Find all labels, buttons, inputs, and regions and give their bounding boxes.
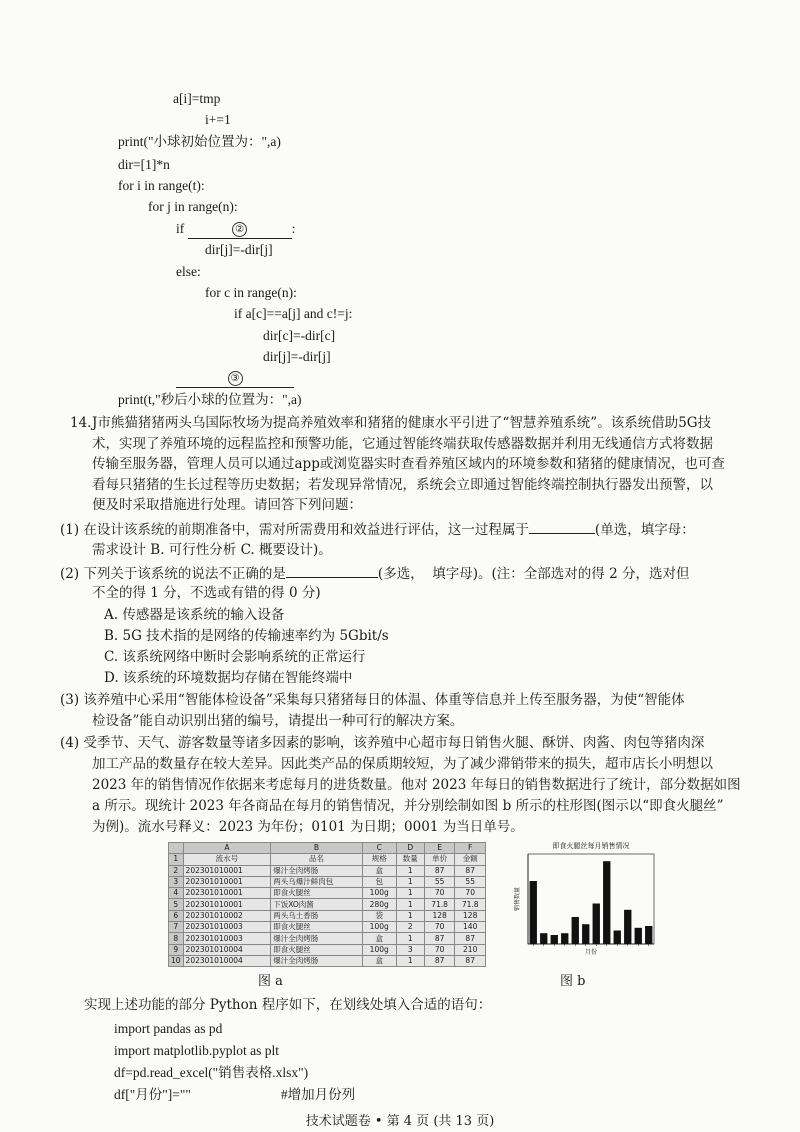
table-cell: 71.8 [424, 899, 455, 910]
bar [540, 933, 547, 944]
table-cell: 128 [424, 910, 455, 921]
table-cell: 140 [455, 922, 486, 933]
table-cell: 87 [455, 955, 486, 966]
bar [582, 924, 589, 944]
subq-4-line: 为例)。流水号释义：2023 为年份；0101 为日期；0001 为当日单号。 [92, 819, 524, 835]
table-cell: 袋 [362, 910, 396, 921]
table-cell: 即食火腿丝 [271, 944, 363, 955]
figure-b-caption: 图 b [560, 974, 586, 989]
table-cell: 202301010001 [183, 888, 271, 899]
table-cell: 100g [362, 944, 396, 955]
intro-line: 术，实现了养殖环境的远程监控和预警功能，它通过智能终端获取传感器数据并利用无线通信方式将数据 [92, 435, 713, 452]
table-row [169, 922, 486, 933]
table-cell: 55 [424, 876, 455, 887]
table-cell: 1 [396, 888, 424, 899]
code-line: a[i]=tmp [173, 91, 221, 106]
table-cell: 87 [424, 933, 455, 944]
table-cell: 280g [362, 899, 396, 910]
header-cell: 品名 [271, 854, 363, 865]
table-cell: 包 [362, 876, 396, 887]
subq-1-options: 需求设计 B. 可行性分析 C. 概要设计)。 [92, 542, 332, 558]
subq-4-line: (4) 受季节、天气、游客数量等诸多因素的影响，该养殖中心超市每日销售火腿、酥饼、肉酱、肉包等猪肉深 [60, 735, 705, 751]
question-intro [92, 413, 762, 516]
table-cell: 2 [396, 922, 424, 933]
table-cell: 盒 [362, 955, 396, 966]
code-line: print(t,"秒后小球的位置为：",a) [118, 392, 302, 407]
table-row [169, 910, 486, 921]
x-axis-label: 月份 [584, 949, 598, 956]
code-line-blank-3 [176, 368, 294, 388]
table-cell: 1 [396, 899, 424, 910]
code-line: for i in range(t): [118, 178, 205, 193]
figure-b-chart [514, 840, 660, 962]
bar [645, 926, 652, 944]
row-number: 1 [169, 854, 184, 865]
code-line: for j in range(n): [148, 199, 238, 214]
column-letter: F [455, 843, 486, 854]
row-number: 8 [169, 933, 184, 944]
table-cell: 55 [455, 876, 486, 887]
column-letter: E [424, 843, 455, 854]
column-letter: C [362, 843, 396, 854]
code-line: else: [176, 264, 201, 279]
header-cell: 单价 [424, 854, 455, 865]
table-cell: 即食火腿丝 [271, 888, 363, 899]
option-a: A. 传感器是该系统的输入设备 [104, 607, 285, 623]
table-cell: 100g [362, 922, 396, 933]
subq-2 [60, 563, 689, 584]
code-line: dir[c]=-dir[c] [263, 328, 336, 343]
table-cell: 1 [396, 933, 424, 944]
bar [624, 910, 631, 944]
table-cell: 70 [424, 922, 455, 933]
subq-3-line2: 检设备”能自动识别出猪的编号，请提出一种可行的解决方案。 [92, 713, 464, 729]
subq-3-line1: (3) 该养殖中心采用“智能体检设备”采集每只猪猪每日的体温、体重等信息并上传至服务器，为使“智能体 [60, 692, 685, 708]
code-keyword: if [176, 221, 185, 236]
chart-title: 即食火腿丝每月销售情况 [552, 842, 630, 850]
code-line: print("小球初始位置为：",a) [118, 134, 281, 149]
table-cell: 爆汁全肉烤肠 [271, 865, 363, 876]
page-footer: 技术试题卷 • 第 4 页 (共 13 页) [305, 1114, 495, 1129]
code-line: for c in range(n): [205, 285, 297, 300]
bar [572, 917, 579, 944]
column-letter-row [169, 843, 486, 854]
code-line: dir[j]=-dir[j] [263, 349, 331, 364]
answer-blank-subq1[interactable] [529, 519, 595, 534]
code-comment: #增加月份列 [280, 1087, 356, 1102]
table-header-row [169, 854, 486, 865]
header-cell: 流水号 [183, 854, 271, 865]
table-cell: 爆汁全肉烤肠 [271, 955, 363, 966]
table-cell: 202301010003 [183, 922, 271, 933]
code-statement: df["月份"]="" [114, 1087, 191, 1102]
table-cell: 202301010002 [183, 910, 271, 921]
header-cell: 规格 [362, 854, 396, 865]
subq-1-hint: (单选，填字母： [594, 522, 695, 538]
intro-line: 看每只猪猪的生长过程等历史数据；若发现异常情况，系统会立即通过智能终端控制执行器发出预警，以 [92, 476, 713, 493]
table-cell: 下饭XO肉酱 [271, 899, 363, 910]
column-letter: A [183, 843, 271, 854]
code-line: dir=[1]*n [118, 157, 170, 172]
code-line: if a[c]==a[j] and c!=j: [234, 306, 353, 321]
sales-table [168, 842, 486, 967]
table-cell: 两头乌爆汁鲜肉包 [271, 876, 363, 887]
table-cell: 盒 [362, 865, 396, 876]
code-line: import pandas as pd [114, 1021, 223, 1036]
table-cell: 100g [362, 888, 396, 899]
figure-a-caption: 图 a [258, 974, 283, 989]
bar [635, 928, 642, 944]
table-cell: 202301010004 [183, 955, 271, 966]
bar [593, 904, 600, 945]
table-cell: 1 [396, 955, 424, 966]
bar [603, 861, 610, 944]
subq-1-text: (1) 在设计该系统的前期准备中，需对所需费用和效益进行评估，这一过程属于 [60, 522, 529, 538]
table-row [169, 876, 486, 887]
answer-blank-subq2[interactable] [286, 563, 378, 578]
table-cell: 202301010001 [183, 876, 271, 887]
table-cell: 1 [396, 910, 424, 921]
code-line-if-blank [176, 219, 295, 239]
header-cell: 金额 [455, 854, 486, 865]
table-cell: 210 [455, 944, 486, 955]
table-row [169, 933, 486, 944]
table-cell: 202301010004 [183, 944, 271, 955]
row-number: 7 [169, 922, 184, 933]
intro-line: J市熊猫猪猪两头乌国际牧场为提高养殖效率和猪猪的健康水平引进了“智慧养殖系统”。该系统借助5G技 [92, 415, 712, 431]
bar [530, 881, 537, 944]
table-cell: 70 [424, 888, 455, 899]
table-row [169, 955, 486, 966]
table-row [169, 899, 486, 910]
table-cell: 87 [424, 955, 455, 966]
column-letter: B [271, 843, 363, 854]
row-number: 5 [169, 899, 184, 910]
code-line: import matplotlib.pyplot as plt [114, 1043, 279, 1058]
subq-4-line: 加工产品的数量存在较大差异。因此类产品的保质期较短，为了减少滞销带来的损失，超市店长小明想以 [92, 756, 713, 772]
table-cell: 盒 [362, 933, 396, 944]
intro-line: 便及时采取措施进行处理。请回答下列问题： [92, 497, 362, 513]
table-cell: 1 [396, 876, 424, 887]
bar [551, 935, 558, 944]
table-cell: 87 [424, 865, 455, 876]
figure-a-spreadsheet [168, 842, 486, 966]
table-cell: 即食火腿丝 [271, 922, 363, 933]
row-number: 6 [169, 910, 184, 921]
table-cell: 1 [396, 865, 424, 876]
bar-chart [514, 840, 660, 964]
table-cell: 70 [424, 944, 455, 955]
row-number: 10 [169, 955, 184, 966]
bar [561, 933, 568, 944]
table-cell: 70 [455, 888, 486, 899]
table-cell: 202301010003 [183, 933, 271, 944]
code-line: dir[j]=-dir[j] [205, 242, 273, 257]
table-row [169, 944, 486, 955]
subq-1 [60, 519, 695, 540]
y-axis-label: 销售数量 [514, 886, 521, 912]
bar [614, 931, 621, 945]
subq-2-hint: (多选， 填字母)。(注：全部选对的得 2 分，选对但 [377, 566, 690, 582]
code-line: i+=1 [205, 112, 231, 127]
option-b: B. 5G 技术指的是网络的传输速率约为 5Gbit/s [104, 628, 389, 644]
table-cell: 87 [455, 933, 486, 944]
code-intro: 实现上述功能的部分 Python 程序如下，在划线处填入合适的语句： [84, 997, 492, 1013]
table-cell: 87 [455, 865, 486, 876]
subq-4-line: a 所示。现统计 2023 年各商品在每月的销售情况，并分别绘制如图 b 所示的柱形图(图示以“即食火腿丝” [92, 798, 724, 814]
table-row [169, 865, 486, 876]
column-letter: D [396, 843, 424, 854]
row-number: 4 [169, 888, 184, 899]
intro-line: 传输至服务器，管理人员可以通过app或浏览器实时查看养殖区域内的环境参数和猪猪的健康情况，也可查 [92, 456, 725, 472]
subq-4-line: 2023 年的销售情况作依据来考虑每月的进货数量。他对 2023 年每日的销售数据进行了统计，部分数据如图 [92, 777, 741, 793]
table-cell: 128 [455, 910, 486, 921]
table-cell: 爆汁全肉烤肠 [271, 933, 363, 944]
table-cell: 202301010001 [183, 865, 271, 876]
column-letter [169, 843, 184, 854]
subq-2-text: (2) 下列关于该系统的说法不正确的是 [60, 566, 286, 582]
row-number: 9 [169, 944, 184, 955]
option-d: D. 该系统的环境数据均存储在智能终端中 [104, 670, 353, 686]
row-number: 2 [169, 865, 184, 876]
code-line: df=pd.read_excel("销售表格.xlsx") [114, 1065, 309, 1080]
blank-marker: ② [232, 222, 247, 237]
answer-blank-3[interactable] [176, 368, 294, 388]
subq-2-note: 不全的得 1 分，不选或有错的得 0 分) [92, 585, 321, 601]
option-c: C. 该系统网络中断时会影响系统的正常运行 [104, 649, 366, 665]
row-number: 3 [169, 876, 184, 887]
table-cell: 202301010001 [183, 899, 271, 910]
blank-marker: ③ [228, 371, 243, 386]
table-cell: 71.8 [455, 899, 486, 910]
answer-blank-2[interactable] [188, 219, 292, 239]
table-cell: 两头乌土香肠 [271, 910, 363, 921]
table-cell: 3 [396, 944, 424, 955]
table-row [169, 888, 486, 899]
code-colon: : [291, 221, 296, 236]
question-number: 14. [70, 415, 92, 431]
code-line [114, 1085, 355, 1104]
header-cell: 数量 [396, 854, 424, 865]
